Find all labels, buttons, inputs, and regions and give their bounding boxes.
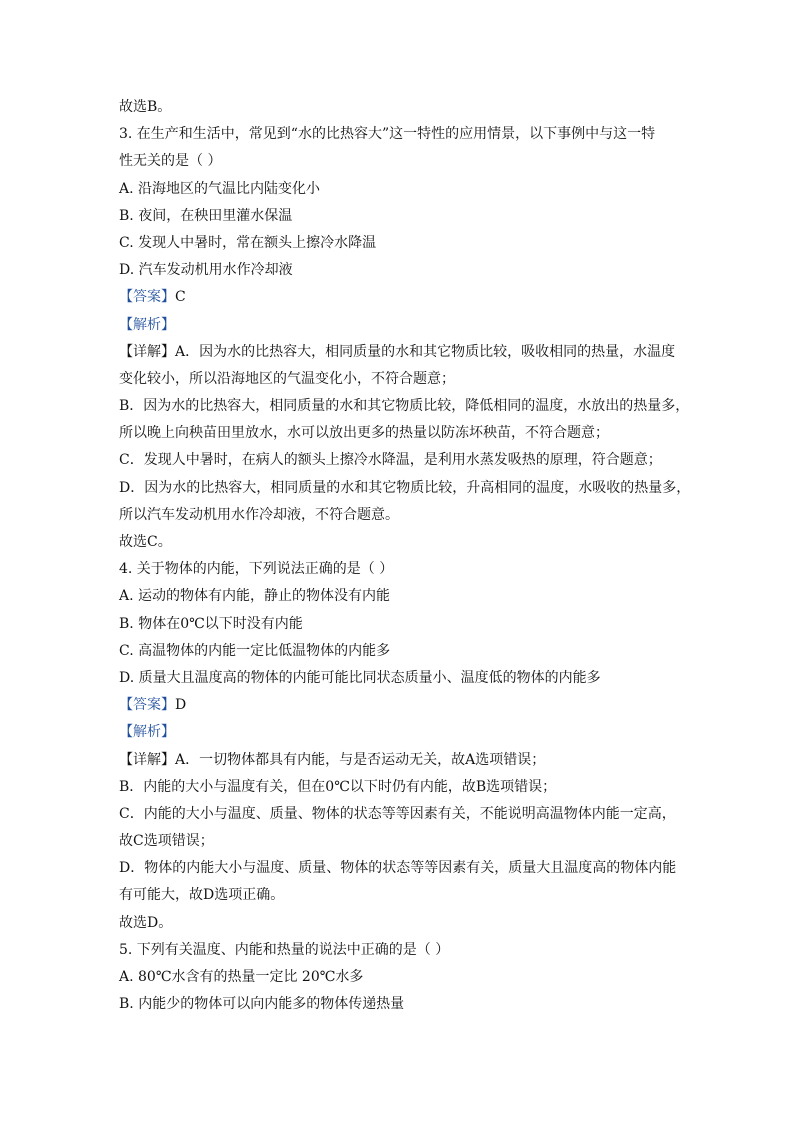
question-3-stem xyxy=(119,121,679,148)
line-text: A. 80℃水含有的热量一定比 20℃水多 xyxy=(119,969,364,985)
explanation-line xyxy=(119,855,679,882)
line-text: B. 内能少的物体可以向内能多的物体传递热量 xyxy=(119,996,405,1013)
answer-value: C xyxy=(175,289,186,306)
conclusion-line xyxy=(119,529,679,556)
explanation-line xyxy=(119,502,679,529)
line-text: 4. 关于物体的内能，下列说法正确的是（ ） xyxy=(119,561,394,578)
option-b xyxy=(119,203,679,230)
line-text: 【详解】A．因为水的比热容大，相同质量的水和其它物质比较，吸收相同的热量，水温度 xyxy=(119,343,676,360)
answer-value: D xyxy=(175,697,187,714)
question-5-stem xyxy=(119,937,679,964)
line-text: 故选C。 xyxy=(119,534,172,550)
line-text: 【详解】A．一切物体都具有内能，与是否运动无关，故A选项错误； xyxy=(119,751,546,768)
line-text: A. 沿海地区的气温比内陆变化小 xyxy=(119,180,321,197)
analysis-tag: 【解析】 xyxy=(119,316,175,333)
line-text: 性无关的是（ ） xyxy=(119,153,222,170)
line-text: C．内能的大小与温度、质量、物体的状态等等因素有关，不能说明高温物体内能一定高， xyxy=(119,805,676,822)
option-d xyxy=(119,665,679,692)
explanation-line xyxy=(119,801,679,828)
line-text: 故选B。 xyxy=(119,99,172,115)
line-text: B．内能的大小与温度有关，但在0℃以下时仍有内能，故B选项错误； xyxy=(119,778,557,795)
option-b xyxy=(119,991,679,1018)
explanation-line xyxy=(119,828,679,855)
explanation-line xyxy=(119,747,679,774)
line-text: 5. 下列有关温度、内能和热量的说法中正确的是（ ） xyxy=(119,941,450,958)
analysis-line xyxy=(119,719,679,746)
answer-line xyxy=(119,692,679,719)
explanation-line xyxy=(119,393,690,420)
line-text: D. 汽车发动机用水作冷却液 xyxy=(119,262,293,279)
answer-tag: 【答案】 xyxy=(119,697,175,714)
line-text: B．因为水的比热容大，相同质量的水和其它物质比较，降低相同的温度，水放出的热量多， xyxy=(119,398,690,415)
explanation-line xyxy=(119,475,691,502)
line-text: D. 质量大且温度高的物体的内能可能比同状态质量小、温度低的物体的内能多 xyxy=(119,669,601,686)
explanation-line xyxy=(119,774,679,801)
text-line xyxy=(119,94,679,121)
conclusion-line xyxy=(119,910,679,937)
line-text: C. 高温物体的内能一定比低温物体的内能多 xyxy=(119,642,391,659)
line-text: B. 夜间，在秧田里灌水保温 xyxy=(119,207,293,224)
option-b xyxy=(119,611,679,638)
option-a xyxy=(119,583,679,610)
line-text: C. 发现人中暑时，常在额头上擦冷水降温 xyxy=(119,234,377,251)
answer-line xyxy=(119,284,679,311)
line-text: 故选D。 xyxy=(119,914,173,931)
document-body xyxy=(119,94,691,1018)
answer-tag: 【答案】 xyxy=(119,289,175,306)
option-a xyxy=(119,964,679,991)
line-text: 故C选项错误； xyxy=(119,833,214,850)
explanation-line xyxy=(119,882,679,909)
line-text: 变化较小，所以沿海地区的气温变化小，不符合题意； xyxy=(119,370,455,387)
option-c xyxy=(119,638,679,665)
option-c xyxy=(119,230,679,257)
line-text: 有可能大，故D选项正确。 xyxy=(119,887,285,904)
analysis-tag: 【解析】 xyxy=(119,724,175,741)
option-d xyxy=(119,257,679,284)
question-4-stem xyxy=(119,556,679,583)
line-text: D．物体的内能大小与温度、质量、物体的状态等等因素有关，质量大且温度高的物体内能 xyxy=(119,860,677,877)
explanation-line xyxy=(119,366,679,393)
line-text: B. 物体在0℃以下时没有内能 xyxy=(119,615,303,632)
explanation-line xyxy=(119,420,679,447)
line-text: 3. 在生产和生活中，常见到“水的比热容大”这一特性的应用情景，以下事例中与这一特 xyxy=(119,126,656,143)
explanation-line xyxy=(119,447,679,474)
option-a xyxy=(119,176,679,203)
analysis-line xyxy=(119,312,679,339)
line-text: C．发现人中暑时，在病人的额头上擦冷水降温，是利用水蒸发吸热的原理，符合题意； xyxy=(119,452,662,469)
explanation-line xyxy=(119,339,679,366)
line-text: 所以汽车发动机用水作冷却液，不符合题意。 xyxy=(119,506,399,523)
line-text: D．因为水的比热容大，相同质量的水和其它物质比较，升高相同的温度，水吸收的热量多， xyxy=(119,479,691,496)
line-text: A. 运动的物体有内能，静止的物体没有内能 xyxy=(119,588,391,605)
line-text: 所以晚上向秧苗田里放水，水可以放出更多的热量以防冻坏秧苗，不符合题意； xyxy=(119,425,609,442)
question-3-stem-cont xyxy=(119,148,679,175)
